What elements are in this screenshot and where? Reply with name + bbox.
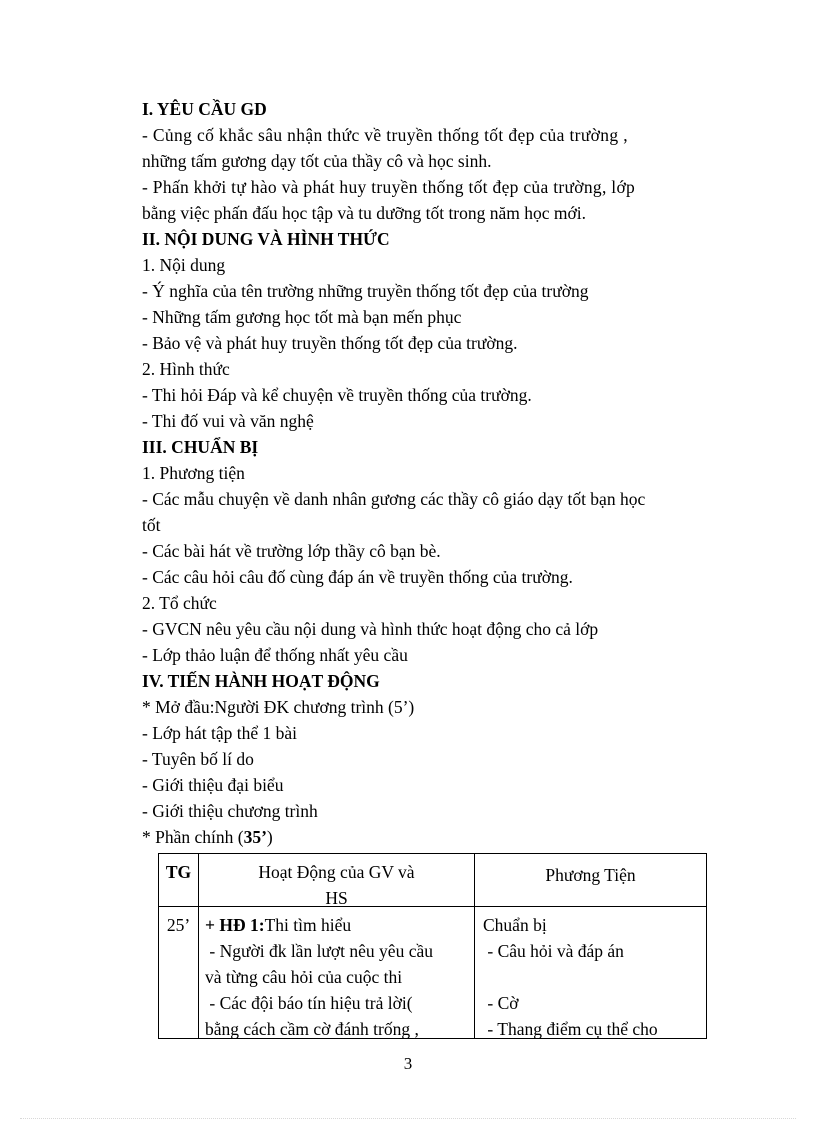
header-activity-line1: Hoạt Động của GV và [258,862,415,882]
star-item [142,824,722,850]
header-activity [199,859,474,911]
activity-line: và từng câu hỏi của cuộc thi [205,967,403,987]
activity-line: bằng cách cầm cờ đánh trống , [205,1019,419,1039]
subsection-heading: 1. Nội dung [142,255,226,275]
list-item: - Giới thiệu chương trình [142,801,318,821]
activity-table [158,853,707,1039]
activity-line: - Người đk lần lượt nêu yêu cầu [205,941,433,961]
list-item-continued: tốt [142,515,161,535]
page-edge-line [20,1118,796,1119]
star-item: * Mở đầu:Người ĐK chương trình (5’) [142,697,415,717]
list-item: - Thi đố vui và văn nghệ [142,411,314,431]
list-item: - Bảo vệ và phát huy truyền thống tốt đẹp của trường. [142,333,518,353]
list-item: - Tuyên bố lí do [142,749,254,769]
header-divider [159,906,706,907]
document-body [142,96,722,850]
cell-activity [199,912,474,1042]
list-item: - Thi hỏi Đáp và kể chuyện về truyền thống của trường. [142,385,532,405]
list-item: - Ý nghĩa của tên trường những truyền thống tốt đẹp của trường [142,281,589,301]
column-tg [159,854,199,1038]
star-item-text: * Phần chính ( [142,827,244,847]
resource-line: Chuẩn bị [483,915,547,935]
list-item: - Giới thiệu đại biểu [142,775,284,795]
header-tg: TG [165,862,192,882]
list-item: - Những tấm gương học tốt mà bạn mến phục [142,307,462,327]
header-resources: Phương Tiện [545,865,636,885]
resource-line: - Cờ [483,993,519,1013]
section-heading: IV. TIẾN HÀNH HOẠT ĐỘNG [142,671,380,691]
column-resources [475,854,706,1038]
cell-tg: 25’ [166,915,191,935]
list-item: - Các bài hát về trường lớp thầy cô bạn bè. [142,541,441,561]
activity-title-bold: + HĐ 1: [205,915,265,935]
list-item: - Lớp thảo luận để thống nhất yêu cầu [142,645,408,665]
cell-resources [475,912,706,1042]
section-heading: III. CHUẨN BỊ [142,437,259,457]
resource-line: - Thang điểm cụ thể cho [483,1019,658,1039]
paragraph-line: những tấm gương dạy tốt của thầy cô và học sinh. [142,151,492,171]
activity-line: - Các đội báo tín hiệu trả lời( [205,993,413,1013]
header-activity-line2: HS [325,888,348,908]
list-item: - Lớp hát tập thể 1 bài [142,723,298,743]
list-item: - Các mẫu chuyện về danh nhân gương các thầy cô giáo dạy tốt bạn học [142,489,646,509]
paragraph-line: bằng việc phấn đấu học tập và tu dưỡng tốt trong năm học mới. [142,203,587,223]
subsection-heading: 1. Phương tiện [142,463,245,483]
list-item: - GVCN nêu yêu cầu nội dung và hình thức hoạt động cho cả lớp [142,619,599,639]
subsection-heading: 2. Hình thức [142,359,230,379]
activity-title-rest: Thi tìm hiểu [264,915,352,935]
activity-title [205,912,470,938]
resource-line: - Câu hỏi và đáp án [483,941,624,961]
page-number: 3 [403,1054,413,1073]
resource-line-empty [483,964,706,990]
column-activity [199,854,475,1038]
paragraph-line: - Phấn khởi tự hào và phát huy truyền thống tốt đẹp của trường, lớp [142,177,636,197]
list-item: - Các câu hỏi câu đố cùng đáp án về truyền thống của trường. [142,567,573,587]
star-item-close: ) [266,827,273,847]
subsection-heading: 2. Tổ chức [142,593,217,613]
section-heading: II. NỘI DUNG VÀ HÌNH THỨC [142,229,390,249]
star-item-duration: 35’ [243,827,267,847]
paragraph-line: - Củng cố khắc sâu nhận thức về truyền thống tốt đẹp của trường , [142,125,628,145]
section-heading: I. YÊU CẦU GD [142,99,267,119]
